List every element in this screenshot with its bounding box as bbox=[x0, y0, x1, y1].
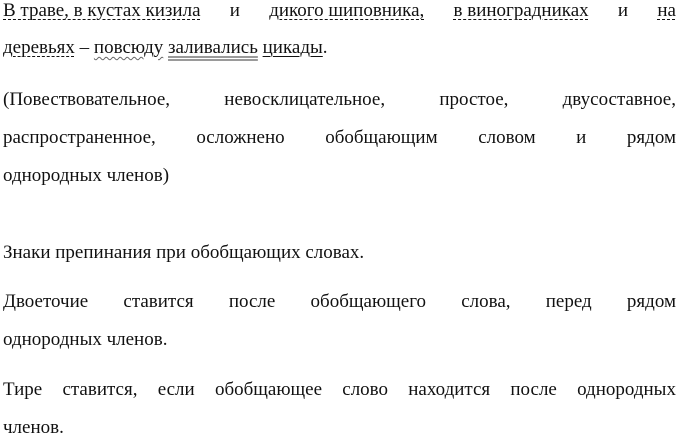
analysis-word: словом bbox=[478, 127, 536, 148]
rule2-line-1 bbox=[3, 379, 676, 401]
rule-word: слово bbox=[342, 379, 389, 400]
rule-word: находится bbox=[408, 379, 491, 400]
section-heading: Знаки препинания при обобщающих словах. bbox=[3, 242, 365, 263]
dash-word: – bbox=[79, 37, 90, 58]
adverbial-phrase: В траве, в кустах кизила bbox=[3, 0, 201, 21]
adverbial-word: деревьях bbox=[3, 37, 75, 58]
conjunction-word: и bbox=[617, 0, 629, 21]
analysis-word: двусоставное, bbox=[562, 89, 676, 110]
analysis-line-3: однородных членов) bbox=[3, 165, 170, 186]
adverbial-phrase: в виноградниках bbox=[453, 0, 589, 21]
rule1-line-2: однородных членов. bbox=[3, 329, 168, 350]
rule1-line-1 bbox=[3, 291, 676, 313]
analysis-word: невосклицательное, bbox=[224, 89, 386, 110]
rule-word: Двоеточие bbox=[3, 291, 89, 312]
analysis-word: распространенное, bbox=[3, 127, 156, 148]
rule-word: если bbox=[157, 379, 195, 400]
example-sentence-line-2 bbox=[3, 37, 676, 59]
analysis-line-2 bbox=[3, 127, 676, 149]
period-mark: . bbox=[322, 37, 328, 58]
analysis-word: рядом bbox=[626, 127, 676, 148]
rule-word: однородных bbox=[577, 379, 676, 400]
rule2-line-2: членов. bbox=[3, 417, 64, 438]
analysis-word: простое, bbox=[439, 89, 509, 110]
analysis-line-1 bbox=[3, 89, 676, 111]
analysis-word: (Повествовательное, bbox=[3, 89, 171, 110]
rule-word: слова, bbox=[461, 291, 511, 312]
adverbial-phrase: дикого шиповника, bbox=[269, 0, 425, 21]
rule-word: Тире bbox=[3, 379, 43, 400]
rule-word: ставится bbox=[123, 291, 194, 312]
conjunction-word: и bbox=[229, 0, 240, 21]
rule-word: ставится, bbox=[62, 379, 138, 400]
rule-word: рядом bbox=[626, 291, 676, 312]
subject-word: цикады bbox=[262, 37, 323, 58]
predicate-word: заливались bbox=[168, 37, 258, 58]
rule-word: перед bbox=[545, 291, 592, 312]
generalizing-word: повсюду bbox=[93, 37, 164, 58]
rule-word: после bbox=[228, 291, 276, 312]
rule-word: после bbox=[510, 379, 557, 400]
rule-word: обобщающего bbox=[310, 291, 427, 312]
rule-word: обобщающее bbox=[214, 379, 323, 400]
analysis-word: обобщающим bbox=[325, 127, 438, 148]
adverbial-phrase: на bbox=[657, 0, 676, 21]
example-sentence-line-1 bbox=[3, 0, 676, 22]
analysis-word: и bbox=[576, 127, 587, 148]
analysis-word: осложнено bbox=[196, 127, 285, 148]
